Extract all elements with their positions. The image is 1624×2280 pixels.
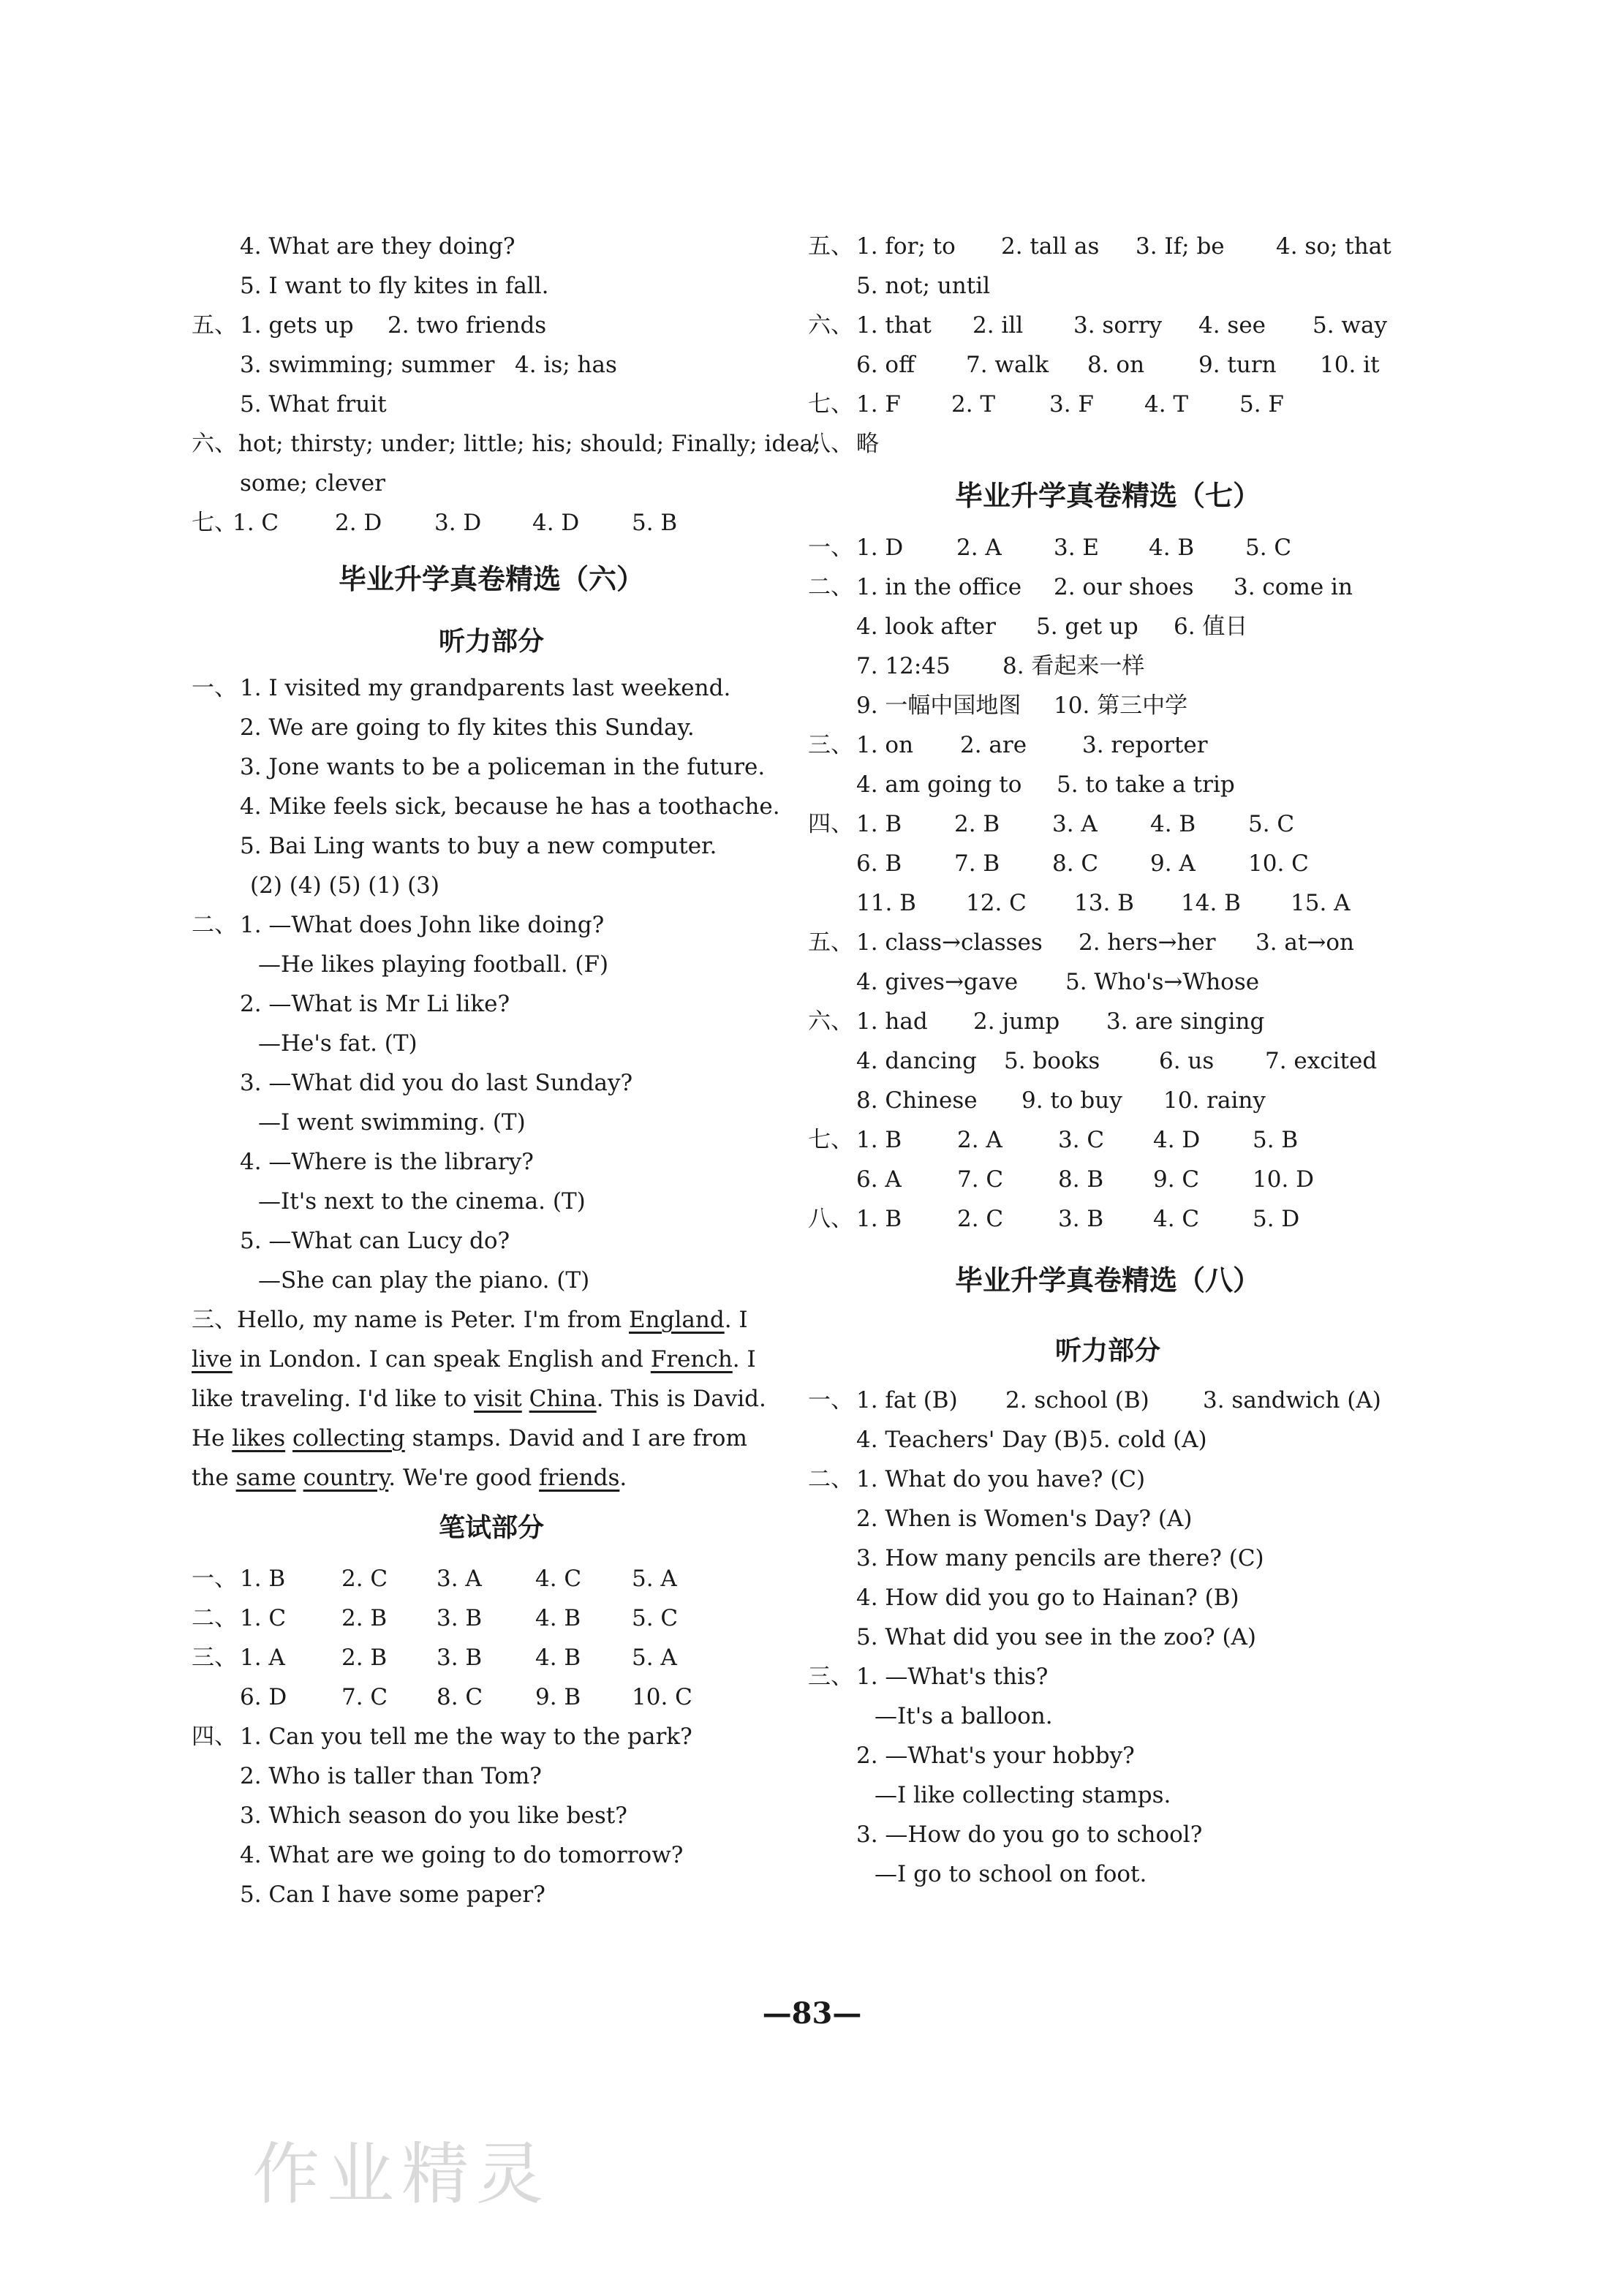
answer-line: —I like collecting stamps.: [875, 1782, 1171, 1808]
answer-line: (2) (4) (5) (1) (3): [250, 872, 439, 899]
answer-line: some; clever: [240, 470, 385, 497]
section-1: 一、 1. D 2. A 3. E 4. B 5. C: [808, 535, 1292, 561]
section-6: 六、 hot; thirsty; under; little; his; should; Finally; idea;: [192, 431, 821, 457]
section-8-choices: 八、 1. B 2. C 3. B 4. C 5. D: [808, 1206, 1300, 1232]
answer-line: —I went swimming. (T): [258, 1109, 526, 1136]
exam-title-7: 毕业升学真卷精选（七）: [954, 480, 1261, 512]
answer-line: —He likes playing football. (F): [258, 951, 609, 978]
listening-heading: 听力部分: [438, 627, 544, 657]
answer-line: 5. —What can Lucy do?: [240, 1228, 510, 1254]
answer-word: friends: [539, 1465, 620, 1491]
section-6-words: 六、 1. had 2. jump 3. are singing: [808, 1008, 1265, 1035]
listening-section-1: 一、 1. I visited my grandparents last weekend.: [192, 675, 731, 701]
answer-word: China: [529, 1386, 597, 1412]
written-section-3: 三、 1. A 2. B 3. B 4. B 5. A: [192, 1645, 677, 1671]
section-3: 三、 1. on 2. are 3. reporter: [808, 732, 1208, 758]
written-section-2: 二、 1. C 2. B 3. B 4. B 5. C: [192, 1605, 679, 1631]
listening-section-2: 二、 1. What do you have? (C): [808, 1466, 1146, 1492]
listening-section-3-passage: 三、Hello, my name is Peter. I'm from England. I live in London. I can speak English and French. I like traveling. I'd like to visit China. This is David. He likes collecting stamps. David and I are from the same country. We're good friends.: [192, 1307, 766, 1491]
section-7-choices: 七、 1. B 2. A 3. C 4. D 5. B: [808, 1127, 1299, 1153]
answer-word: visit: [474, 1386, 522, 1412]
answer-word: likes: [232, 1425, 286, 1452]
answer-line: 3. —How do you go to school?: [856, 1822, 1203, 1848]
listening-section-3: 三、 1. —What's this?: [808, 1664, 1049, 1690]
answer-word: England: [629, 1307, 725, 1333]
answer-line: 4. How did you go to Hainan? (B): [856, 1585, 1239, 1611]
answer-line: 2. —What's your hobby?: [856, 1743, 1135, 1769]
answer-line: —It's a balloon.: [875, 1703, 1053, 1729]
answer-line: 6. D 7. C 8. C 9. B 10. C: [240, 1684, 692, 1710]
answer-line: 4. —Where is the library?: [240, 1149, 534, 1175]
section-7: 七、 1. F 2. T 3. F 4. T 5. F: [808, 391, 1284, 418]
section-4: 四、 1. B 2. B 3. A 4. B 5. C: [808, 811, 1295, 837]
answer-line: 8. Chinese 9. to buy 10. rainy: [856, 1087, 1266, 1114]
written-section-4: 四、 1. Can you tell me the way to the park?: [192, 1724, 692, 1750]
answer-line: 6. off 7. walk 8. on 9. turn 10. it: [856, 352, 1380, 378]
answer-word: live: [192, 1346, 233, 1373]
listening-section-1: 一、 1. fat (B) 2. school (B) 3. sandwich (A): [808, 1387, 1381, 1413]
answer-line: 11. B 12. C 13. B 14. B 15. A: [856, 890, 1351, 916]
section-6: 六、 1. that 2. ill 3. sorry 4. see 5. way: [808, 312, 1387, 339]
answer-word: same: [235, 1465, 296, 1491]
answer-line: 3. swimming; summer 4. is; has: [240, 352, 617, 378]
answer-line: —She can play the piano. (T): [258, 1267, 590, 1294]
answer-line: 2. Who is taller than Tom?: [240, 1763, 542, 1789]
answer-line: 5. not; until: [856, 273, 991, 299]
section-8: 八、 略: [808, 431, 879, 457]
answer-line: 5. What did you see in the zoo? (A): [856, 1624, 1257, 1650]
written-heading: 笔试部分: [438, 1513, 544, 1543]
section-5: 五、 1. gets up 2. two friends: [192, 312, 547, 339]
section-2: 二、 1. in the office 2. our shoes 3. come in: [808, 574, 1353, 600]
answer-line: —I go to school on foot.: [875, 1861, 1147, 1887]
answer-line: 5. Bai Ling wants to buy a new computer.: [240, 833, 717, 859]
answer-line: 5. Can I have some paper?: [240, 1881, 545, 1908]
answer-line: 4. Teachers' Day (B) 5. cold (A): [856, 1427, 1207, 1453]
answer-line: 4. gives→gave 5. Who's→Whose: [856, 969, 1260, 995]
answer-line: 4. look after 5. get up 6. 值日: [856, 614, 1248, 640]
answer-line: 5. What fruit: [240, 391, 387, 418]
left-column: [192, 227, 821, 1914]
right-column: [808, 227, 1408, 1894]
answer-word: collecting: [292, 1425, 405, 1452]
exam-title-8: 毕业升学真卷精选（八）: [954, 1264, 1261, 1296]
answer-line: 6. A 7. C 8. B 9. C 10. D: [856, 1166, 1315, 1193]
answer-line: 6. B 7. B 8. C 9. A 10. C: [856, 850, 1309, 877]
answer-line: 2. When is Women's Day? (A): [856, 1506, 1193, 1532]
answer-line: 5. I want to fly kites in fall.: [240, 273, 549, 299]
section-5-corrections: 五、 1. class→classes 2. hers→her 3. at→on: [808, 929, 1354, 956]
answer-line: 4. Mike feels sick, because he has a toothache.: [240, 793, 780, 820]
answer-line: 3. —What did you do last Sunday?: [240, 1070, 633, 1096]
answer-word: French: [650, 1346, 733, 1373]
answer-line: 7. 12:45 8. 看起来一样: [856, 653, 1145, 679]
answer-word: country: [303, 1465, 389, 1491]
answer-line: 2. We are going to fly kites this Sunday.: [240, 714, 695, 741]
answer-line: 4. What are they doing?: [240, 233, 515, 260]
section-7: 七、 1. C 2. D 3. D 4. D 5. B: [192, 510, 678, 536]
written-section-1: 一、 1. B 2. C 3. A 4. C 5. A: [192, 1566, 677, 1592]
listening-heading: 听力部分: [1054, 1336, 1160, 1366]
answer-line: —It's next to the cinema. (T): [258, 1188, 586, 1215]
listening-section-2: 二、 1. —What does John like doing?: [192, 912, 605, 938]
section-5: 五、 1. for; to 2. tall as 3. If; be 4. so; that: [808, 233, 1391, 260]
answer-line: 3. How many pencils are there? (C): [856, 1545, 1264, 1571]
answer-line: 4. What are we going to do tomorrow?: [240, 1842, 684, 1868]
answer-line: 3. Which season do you like best?: [240, 1803, 627, 1829]
page-number: —83—: [762, 1996, 862, 2031]
watermark: 作业精灵: [252, 2135, 551, 2213]
answer-line: 3. Jone wants to be a policeman in the future.: [240, 754, 766, 780]
answer-line: —He's fat. (T): [258, 1030, 418, 1057]
answer-line: 4. am going to 5. to take a trip: [856, 771, 1235, 798]
answer-line: 2. —What is Mr Li like?: [240, 991, 510, 1017]
exam-title-6: 毕业升学真卷精选（六）: [338, 563, 644, 595]
answer-line: 4. dancing 5. books 6. us 7. excited: [856, 1048, 1378, 1074]
answer-line: 9. 一幅中国地图 10. 第三中学: [856, 692, 1188, 719]
